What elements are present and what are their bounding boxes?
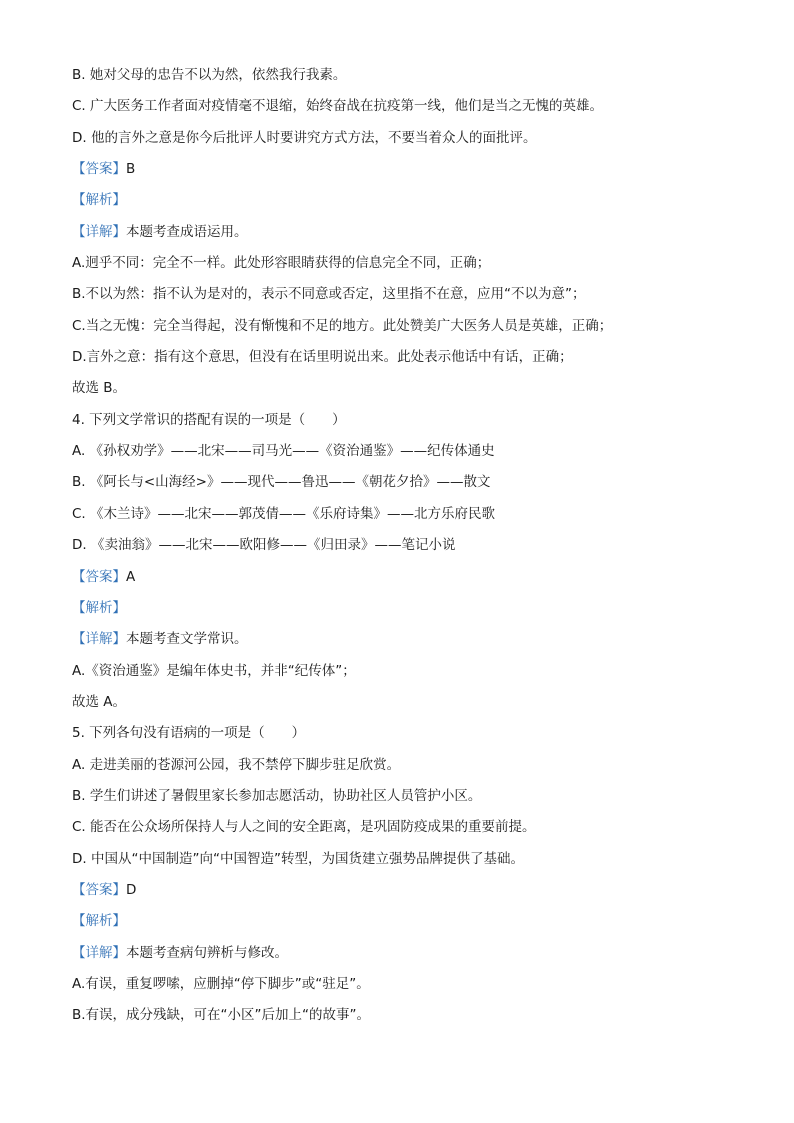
- line-text: B.有误，成分残缺，可在“小区”后加上“的故事”。: [72, 1007, 371, 1024]
- text-line: [72, 503, 732, 534]
- line-text: C. 《木兰诗》——北宋——郭茂倩——《乐府诗集》——北方乐府民歌: [72, 505, 496, 522]
- line-text: 本题考查文学常识。: [126, 631, 248, 648]
- section-label-line: [72, 597, 732, 628]
- line-text: D.言外之意：指有这个意思，但没有在话里明说出来。此处表示他话中有话，正确；: [72, 349, 573, 366]
- line-text: C. 能否在公众场所保持人与人之间的安全距离，是巩固防疫成果的重要前提。: [72, 819, 536, 836]
- text-line: [72, 471, 732, 502]
- text-line: [72, 848, 732, 879]
- text-line: [72, 252, 732, 283]
- line-text: B. 她对父母的忠告不以为然，依然我行我素。: [72, 67, 347, 83]
- text-line: [72, 283, 732, 314]
- text-line: [72, 409, 732, 440]
- line-text: A.迥乎不同：完全不一样。此处形容眼睛获得的信息完全不同，正确；: [72, 255, 491, 272]
- line-text: A. 走进美丽的苍源河公园，我不禁停下脚步驻足欣赏。: [72, 756, 401, 773]
- text-line: [72, 816, 732, 847]
- line-text: C. 广大医务工作者面对疫情毫不退缩，始终奋战在抗疫第一线，他们是当之无愧的英雄。: [72, 98, 604, 115]
- text-line: [72, 785, 732, 816]
- line-text: D: [126, 881, 137, 898]
- line-text: D. 《卖油翁》——北宋——欧阳修——《归田录》——笔记小说: [72, 537, 456, 554]
- line-text: 4. 下列文学常识的搭配有误的一项是（ ）: [72, 411, 346, 428]
- text-line: [72, 377, 732, 408]
- line-text: C.当之无愧：完全当得起，没有惭愧和不足的地方。此处赞美广大医务人员是英雄，正确；: [72, 317, 613, 334]
- line-text: 本题考查成语运用。: [126, 223, 248, 240]
- text-line: [72, 754, 732, 785]
- text-line: [72, 64, 732, 95]
- text-line: [72, 691, 732, 722]
- text-line: [72, 534, 732, 565]
- section-label-line: [72, 158, 732, 189]
- text-line: [72, 973, 732, 1004]
- line-text: B. 《阿长与<山海经>》——现代——鲁迅——《朝花夕拾》——散文: [72, 474, 491, 491]
- line-text: A.《资治通鉴》是编年体史书，并非“纪传体”；: [72, 662, 356, 679]
- line-text: 5. 下列各句没有语病的一项是（ ）: [72, 725, 306, 742]
- section-tag: 【解析】: [72, 192, 126, 209]
- section-tag: 【详解】: [72, 944, 126, 961]
- line-text: A. 《孙权劝学》——北宋——司马光——《资治通鉴》——纪传体通史: [72, 443, 495, 460]
- section-label-line: [72, 910, 732, 941]
- section-tag: 【详解】: [72, 631, 126, 648]
- section-tag: 【详解】: [72, 223, 126, 240]
- text-line: [72, 346, 732, 377]
- text-line: [72, 1004, 732, 1035]
- section-label-line: [72, 221, 732, 252]
- line-text: B: [126, 161, 136, 178]
- section-label-line: [72, 189, 732, 220]
- section-tag: 【解析】: [72, 599, 126, 616]
- section-label-line: [72, 879, 732, 910]
- line-text: B.不以为然：指不认为是对的，表示不同意或否定，这里指不在意，应用“不以为意”；: [72, 286, 586, 303]
- line-text: A.有误，重复啰嗦，应删掉“停下脚步”或“驻足”。: [72, 975, 370, 992]
- document-page: [72, 64, 732, 1036]
- line-text: B. 学生们讲述了暑假里家长参加志愿活动，协助社区人员管护小区。: [72, 787, 482, 804]
- text-line: [72, 440, 732, 471]
- section-tag: 【答案】: [72, 161, 126, 178]
- text-line: [72, 722, 732, 753]
- section-label-line: [72, 628, 732, 659]
- line-text: 故选 B。: [72, 380, 127, 397]
- text-line: [72, 127, 732, 158]
- line-text: 故选 A。: [72, 693, 127, 710]
- line-text: D. 他的言外之意是你今后批评人时要讲究方式方法，不要当着众人的面批评。: [72, 129, 537, 146]
- line-text: 本题考查病句辨析与修改。: [126, 944, 288, 961]
- section-label-line: [72, 942, 732, 973]
- section-label-line: [72, 566, 732, 597]
- line-text: A: [126, 568, 136, 585]
- section-tag: 【解析】: [72, 913, 126, 930]
- section-tag: 【答案】: [72, 881, 126, 898]
- text-line: [72, 660, 732, 691]
- text-line: [72, 315, 732, 346]
- section-tag: 【答案】: [72, 568, 126, 585]
- line-text: D. 中国从“中国制造”向“中国智造”转型，为国货建立强势品牌提供了基础。: [72, 850, 524, 867]
- text-line: [72, 95, 732, 126]
